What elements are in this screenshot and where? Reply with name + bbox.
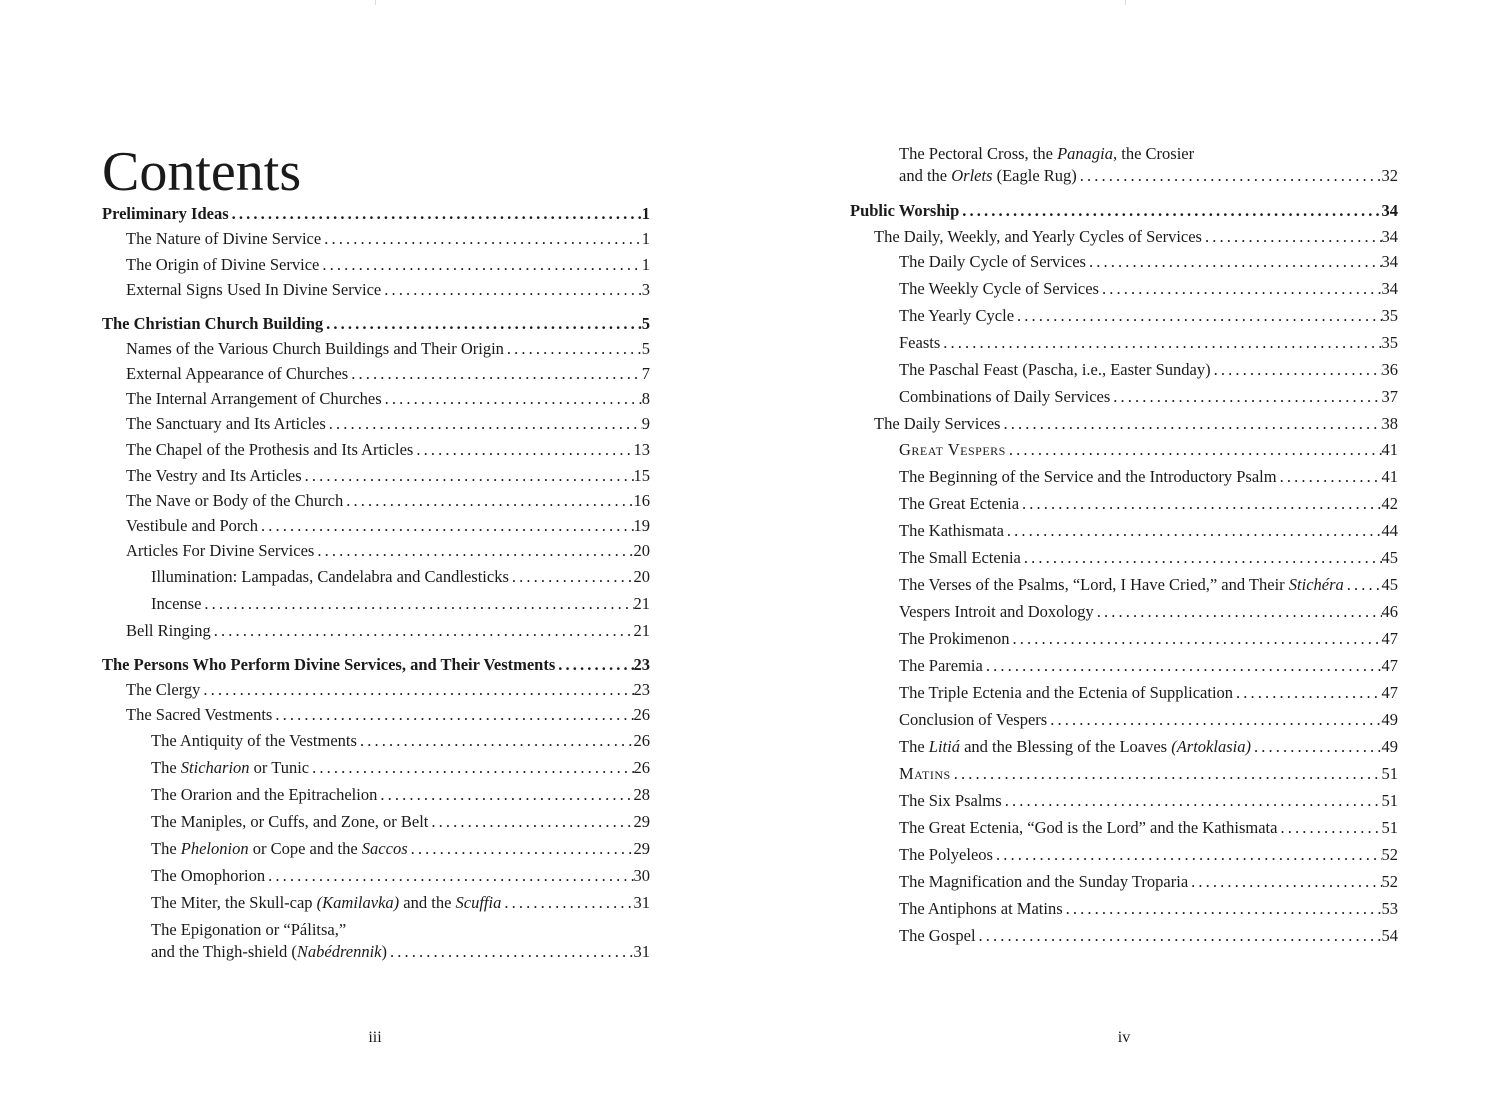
dot-leader (1251, 737, 1382, 757)
dot-leader (348, 364, 642, 384)
dot-leader (555, 655, 633, 675)
entry-title: Feasts (899, 333, 941, 352)
dot-leader (983, 656, 1382, 676)
entry-page: 51 (1381, 764, 1398, 783)
page-edge-mark (1125, 0, 1126, 5)
entry-title: The Small Ectenia (899, 548, 1021, 567)
entry-page: 15 (633, 466, 650, 485)
entry-page: 32 (1381, 166, 1398, 185)
toc-subentry[interactable] (850, 818, 1398, 838)
dot-leader (229, 204, 642, 224)
entry-title: and the Thigh-shield (Nabédrennik) (151, 942, 387, 961)
entry-title: The Omophorion (151, 866, 266, 885)
toc-entry[interactable] (102, 621, 650, 641)
toc-entry[interactable] (102, 364, 650, 384)
toc-entry[interactable] (102, 516, 650, 536)
dot-leader (321, 229, 642, 249)
dot-leader (323, 314, 642, 334)
entry-page: 47 (1381, 656, 1398, 675)
toc-subentry[interactable] (850, 360, 1398, 380)
entry-page: 31 (633, 893, 650, 912)
entry-page: 19 (633, 516, 650, 535)
dot-leader (428, 812, 633, 832)
dot-leader (1094, 602, 1382, 622)
entry-page: 45 (1381, 575, 1398, 594)
entry-page: 34 (1381, 201, 1398, 220)
entry-page: 41 (1381, 467, 1398, 486)
entry-title: The Nature of Divine Service (126, 229, 322, 248)
entry-page: 42 (1381, 494, 1398, 513)
entry-title: The Internal Arrangement of Churches (126, 389, 382, 408)
toc-subentry[interactable] (850, 575, 1398, 595)
toc-subentry-first-line[interactable]: The Pectoral Cross, the Panagia, the Crosier (899, 144, 1195, 163)
dot-leader (272, 705, 633, 725)
toc-entry[interactable] (102, 414, 650, 434)
entry-title: Matins (899, 764, 951, 783)
toc-section[interactable] (850, 201, 1398, 221)
dot-leader (959, 201, 1381, 221)
dot-leader (1004, 521, 1382, 541)
toc-subentry[interactable] (850, 602, 1398, 622)
dot-leader (201, 594, 633, 614)
dot-leader (501, 893, 633, 913)
toc-subentry[interactable] (850, 845, 1398, 865)
entry-page: 13 (633, 440, 650, 459)
dot-leader (326, 414, 642, 434)
toc-subentry[interactable] (850, 872, 1398, 892)
entry-page: 28 (633, 785, 650, 804)
entry-title: The Chapel of the Prothesis and Its Articles (126, 440, 414, 459)
entry-page: 35 (1381, 333, 1398, 352)
entry-title: The Triple Ectenia and the Ectenia of Supplication (899, 683, 1234, 702)
dot-leader (265, 866, 633, 886)
toc-subentry[interactable] (102, 594, 650, 614)
toc-subentry[interactable] (850, 306, 1398, 326)
entry-page: 41 (1381, 440, 1398, 459)
dot-leader (1014, 306, 1381, 326)
toc-entry[interactable] (102, 466, 650, 486)
toc-entry[interactable] (102, 389, 650, 409)
entry-page: 16 (633, 491, 650, 510)
entry-page: 9 (641, 414, 650, 433)
entry-page: 44 (1381, 521, 1398, 540)
toc-subentry[interactable] (102, 758, 650, 778)
entry-title: The Prokimenon (899, 629, 1010, 648)
toc-subentry[interactable] (850, 899, 1398, 919)
toc-subentry[interactable] (850, 166, 1398, 186)
toc-subentry[interactable] (850, 279, 1398, 299)
entry-title: Preliminary Ideas (102, 204, 229, 223)
toc-subentry[interactable] (850, 440, 1398, 460)
entry-page: 45 (1381, 548, 1398, 567)
dot-leader (258, 516, 634, 536)
dot-leader (1188, 872, 1381, 892)
entry-page: 5 (641, 339, 650, 358)
toc-subentry[interactable] (850, 710, 1398, 730)
entry-title: The Weekly Cycle of Services (899, 279, 1099, 298)
entry-title: Bell Ringing (126, 621, 211, 640)
toc-subentry[interactable] (850, 791, 1398, 811)
entry-title: The Persons Who Perform Divine Services, and Their Vestments (102, 655, 556, 674)
entry-title: Great Vespers (899, 440, 1006, 459)
entry-title: The Vestry and Its Articles (126, 466, 302, 485)
toc-entry[interactable] (850, 414, 1398, 434)
entry-page: 35 (1381, 306, 1398, 325)
dot-leader (408, 839, 634, 859)
entry-page: 34 (1381, 252, 1398, 271)
entry-page: 46 (1381, 602, 1398, 621)
dot-leader (387, 942, 634, 962)
entry-page: 51 (1381, 791, 1398, 810)
dot-leader (319, 255, 641, 275)
entry-title: Names of the Various Church Buildings and Their Origin (126, 339, 504, 358)
entry-title: The Paremia (899, 656, 983, 675)
entry-title: The Clergy (126, 680, 201, 699)
toc-subentry[interactable] (102, 866, 650, 886)
entry-page: 26 (633, 758, 650, 777)
entry-title: Illumination: Lampadas, Candelabra and Candlesticks (151, 567, 509, 586)
entry-title: The Six Psalms (899, 791, 1002, 810)
entry-page: 29 (633, 812, 650, 831)
entry-title: The Christian Church Building (102, 314, 324, 333)
dot-leader (1344, 575, 1382, 595)
entry-title: Vespers Introit and Doxology (899, 602, 1094, 621)
dot-leader (509, 567, 634, 587)
entry-title: The Nave or Body of the Church (126, 491, 344, 510)
entry-title: Public Worship (850, 201, 960, 220)
toc-subentry[interactable] (850, 548, 1398, 568)
entry-page: 47 (1381, 683, 1398, 702)
entry-page: 34 (1381, 227, 1398, 246)
dot-leader (309, 758, 633, 778)
entry-page: 1 (641, 255, 650, 274)
dot-leader (1000, 414, 1381, 434)
dot-leader (211, 621, 634, 641)
toc-section[interactable] (102, 314, 650, 334)
entry-page: 49 (1381, 710, 1398, 729)
toc-subentry[interactable] (850, 521, 1398, 541)
toc-subentry[interactable] (850, 387, 1398, 407)
entry-page: 34 (1381, 279, 1398, 298)
toc-subentry[interactable] (850, 494, 1398, 514)
toc-subentry[interactable] (102, 812, 650, 832)
entry-page: 1 (641, 204, 650, 223)
entry-page: 53 (1381, 899, 1398, 918)
dot-leader (1110, 387, 1381, 407)
entry-page: 30 (633, 866, 650, 885)
entry-page: 21 (633, 621, 650, 640)
toc-entry[interactable] (102, 491, 650, 511)
page-number-right: iv (1117, 1029, 1131, 1046)
entry-title: The Miter, the Skull-cap (Kamilavka) and the Scuffia (151, 893, 502, 912)
toc-subentry[interactable] (850, 656, 1398, 676)
entry-title: The Great Ectenia, “God is the Lord” and the Kathismata (899, 818, 1278, 837)
entry-page: 36 (1381, 360, 1398, 379)
toc-subentry[interactable] (102, 839, 650, 859)
dot-leader (1099, 279, 1382, 299)
entry-title: The Verses of the Psalms, “Lord, I Have Cried,” and Their Stichéra (899, 575, 1344, 594)
entry-title: The Maniples, or Cuffs, and Zone, or Belt (151, 812, 429, 831)
dot-leader (1009, 629, 1381, 649)
dot-leader (1047, 710, 1381, 730)
entry-page: 29 (633, 839, 650, 858)
entry-page: 52 (1381, 872, 1398, 891)
entry-title: Combinations of Daily Services (899, 387, 1111, 406)
toc-subentry-first-line[interactable]: The Epigonation or “Pálitsa,” (151, 920, 347, 939)
dot-leader (314, 541, 633, 561)
dot-leader (200, 680, 633, 700)
dot-leader (1063, 899, 1382, 919)
entry-page: 38 (1381, 414, 1398, 433)
entry-title: The Beginning of the Service and the Introductory Psalm (899, 467, 1277, 486)
toc-entry[interactable] (102, 229, 650, 249)
entry-page: 54 (1381, 926, 1398, 945)
toc-subentry[interactable] (102, 567, 650, 587)
dot-leader (993, 845, 1382, 865)
dot-leader (1202, 227, 1382, 247)
dot-leader (1021, 548, 1382, 568)
entry-page: 26 (633, 731, 650, 750)
entry-title: Articles For Divine Services (126, 541, 315, 560)
dot-leader (1086, 252, 1382, 272)
toc-subentry[interactable] (102, 893, 650, 913)
entry-page: 20 (633, 541, 650, 560)
entry-page: 20 (633, 567, 650, 586)
dot-leader (976, 926, 1382, 946)
toc-subentry[interactable] (850, 252, 1398, 272)
dot-leader (1211, 360, 1382, 380)
toc-subentry[interactable] (102, 785, 650, 805)
entry-page: 37 (1381, 387, 1398, 406)
toc-section[interactable] (102, 204, 650, 224)
entry-page: 47 (1381, 629, 1398, 648)
dot-leader (1277, 467, 1382, 487)
entry-title: The Gospel (899, 926, 976, 945)
entry-page: 8 (641, 389, 650, 408)
entry-title: The Sacred Vestments (126, 705, 273, 724)
entry-title: The Antiquity of the Vestments (151, 731, 357, 750)
entry-title: The Antiphons at Matins (899, 899, 1063, 918)
dot-leader (377, 785, 633, 805)
entry-title: The Kathismata (899, 521, 1004, 540)
toc-subentry[interactable] (850, 629, 1398, 649)
page-edge-mark (375, 0, 376, 5)
entry-page: 49 (1381, 737, 1398, 756)
dot-leader (343, 491, 633, 511)
dot-leader (1077, 166, 1382, 186)
toc-entry[interactable] (102, 680, 650, 700)
toc-entry[interactable] (102, 339, 650, 359)
toc-subentry[interactable] (850, 764, 1398, 784)
entry-title: The Origin of Divine Service (126, 255, 320, 274)
dot-leader (413, 440, 633, 460)
entry-page: 1 (641, 229, 650, 248)
entry-page: 51 (1381, 818, 1398, 837)
entry-title: The Daily Cycle of Services (899, 252, 1086, 271)
toc-subentry[interactable] (102, 731, 650, 751)
entry-page: 21 (633, 594, 650, 613)
dot-leader (940, 333, 1381, 353)
toc-subentry[interactable] (850, 333, 1398, 353)
toc-subentry[interactable] (850, 467, 1398, 487)
toc-entry[interactable] (102, 705, 650, 725)
entry-title: The Magnification and the Sunday Troparia (899, 872, 1189, 891)
entry-page: 52 (1381, 845, 1398, 864)
toc-subentry[interactable] (850, 737, 1398, 757)
entry-title: Conclusion of Vespers (899, 710, 1048, 729)
entry-title: Vestibule and Porch (126, 516, 258, 535)
toc-subentry[interactable] (850, 683, 1398, 703)
dot-leader (1233, 683, 1381, 703)
entry-page: 7 (641, 364, 650, 383)
dot-leader (1006, 440, 1382, 460)
dot-leader (951, 764, 1382, 784)
entry-title: The Phelonion or Cope and the Saccos (151, 839, 408, 858)
dot-leader (357, 731, 634, 751)
page-number-left: iii (368, 1029, 382, 1046)
dot-leader (504, 339, 642, 359)
toc-entry[interactable] (102, 255, 650, 275)
entry-title: The Yearly Cycle (899, 306, 1015, 325)
entry-page: 5 (641, 314, 650, 333)
entry-page: 23 (633, 680, 650, 699)
toc-entry[interactable] (102, 440, 650, 460)
entry-title: The Daily Services (874, 414, 1001, 433)
entry-page: 23 (633, 655, 650, 674)
entry-title: The Daily, Weekly, and Yearly Cycles of Services (874, 227, 1202, 246)
entry-title: The Sanctuary and Its Articles (126, 414, 326, 433)
dot-leader (382, 389, 642, 409)
entry-page: 31 (633, 942, 650, 961)
dot-leader (1019, 494, 1381, 514)
entry-title: and the Orlets (Eagle Rug) (899, 166, 1077, 185)
entry-page: 26 (633, 705, 650, 724)
entry-title: External Appearance of Churches (126, 364, 349, 383)
entry-title: The Great Ectenia (899, 494, 1020, 513)
entry-title: The Litiá and the Blessing of the Loaves (Artoklasia) (899, 737, 1251, 756)
entry-title: The Sticharion or Tunic (151, 758, 310, 777)
entry-title: External Signs Used In Divine Service (126, 280, 382, 299)
entry-title: The Orarion and the Epitrachelion (151, 785, 378, 804)
toc-subentry[interactable] (102, 942, 650, 962)
dot-leader (302, 466, 634, 486)
dot-leader (1277, 818, 1381, 838)
entry-title: The Polyeleos (899, 845, 993, 864)
entry-title: Incense (151, 594, 202, 613)
dot-leader (381, 280, 642, 300)
toc-entry[interactable] (102, 280, 650, 300)
contents-heading: Contents (102, 141, 302, 203)
toc-subentry[interactable] (850, 926, 1398, 946)
dot-leader (1002, 791, 1382, 811)
toc-section[interactable] (102, 655, 650, 675)
toc-entry[interactable] (850, 227, 1398, 247)
entry-page: 3 (641, 280, 650, 299)
toc-entry[interactable] (102, 541, 650, 561)
entry-title: The Paschal Feast (Pascha, i.e., Easter Sunday) (899, 360, 1211, 379)
